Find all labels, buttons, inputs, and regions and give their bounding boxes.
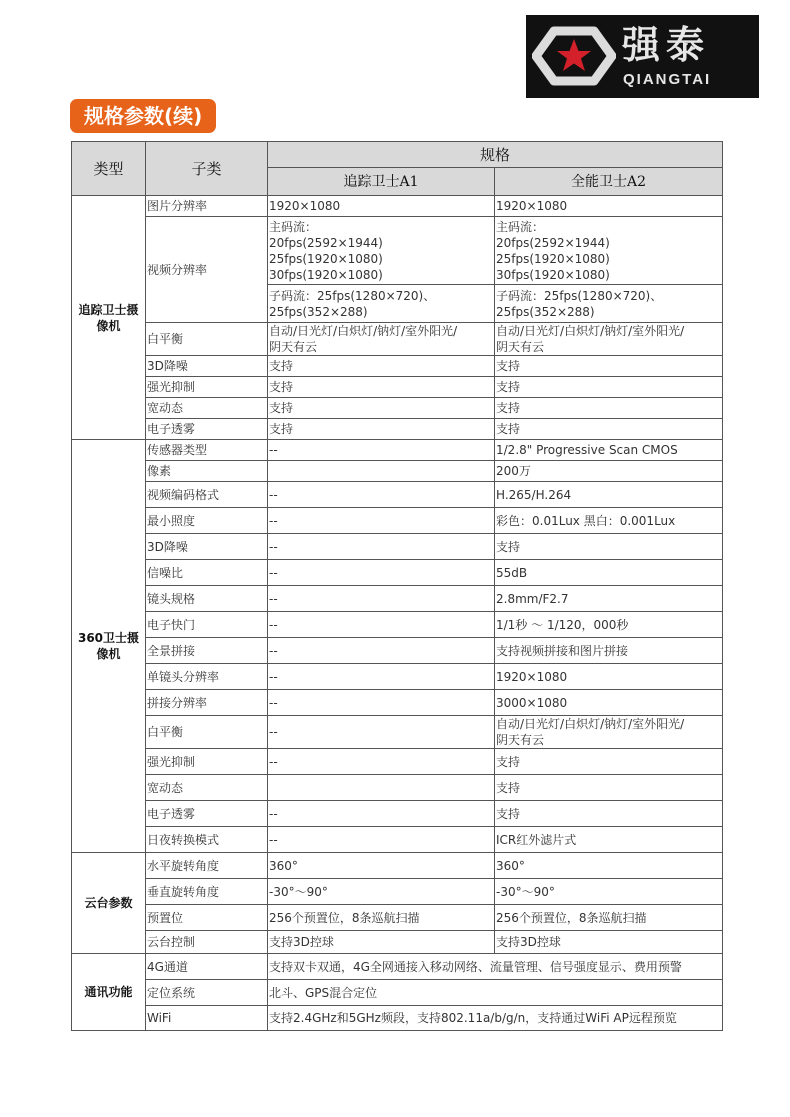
spec-value-a2: 支持视频拼接和图片拼接 xyxy=(495,638,723,664)
spec-table xyxy=(71,141,723,1031)
table-row xyxy=(72,954,723,980)
spec-value-a1: 256个预置位，8条巡航扫描 xyxy=(268,905,495,931)
subcategory-cell: 4G通道 xyxy=(146,954,268,980)
spec-value-a2: H.265/H.264 xyxy=(495,482,723,508)
table-row xyxy=(72,1006,723,1031)
spec-value-a1 xyxy=(268,461,495,482)
table-row xyxy=(72,482,723,508)
spec-value-a2: 自动/日光灯/白炽灯/钠灯/室外阳光/ 阴天有云 xyxy=(495,323,723,356)
subcategory-cell: 强光抑制 xyxy=(146,749,268,775)
spec-value-a2: ICR红外滤片式 xyxy=(495,827,723,853)
spec-value-a1 xyxy=(268,775,495,801)
spec-value-a2: 1/1秒 ～ 1/120，000秒 xyxy=(495,612,723,638)
spec-value-a1: -30°～90° xyxy=(268,879,495,905)
spec-value-a1: -- xyxy=(268,801,495,827)
spec-value-a1: 支持 xyxy=(268,419,495,440)
table-row xyxy=(72,879,723,905)
table-row xyxy=(72,638,723,664)
table-row xyxy=(72,775,723,801)
spec-value-a2: 子码流：25fps(1280×720)、 25fps(352×288) xyxy=(495,285,723,323)
header-subcategory: 子类 xyxy=(146,142,268,196)
category-cell: 云台参数 xyxy=(72,853,146,954)
subcategory-cell: 电子透雾 xyxy=(146,801,268,827)
subcategory-cell: 3D降噪 xyxy=(146,534,268,560)
subcategory-cell: 电子透雾 xyxy=(146,419,268,440)
spec-value-a1: 支持3D控球 xyxy=(268,931,495,954)
spec-value-a1: 360° xyxy=(268,853,495,879)
category-cell: 通讯功能 xyxy=(72,954,146,1031)
spec-value-a1: -- xyxy=(268,690,495,716)
spec-value-a1: 1920×1080 xyxy=(268,196,495,217)
table-row xyxy=(72,716,723,749)
subcategory-cell: 云台控制 xyxy=(146,931,268,954)
category-cell: 360卫士摄像机 xyxy=(72,440,146,853)
spec-value-a1: 主码流： 20fps(2592×1944) 25fps(1920×1080) 30fps(1920×1080) xyxy=(268,217,495,285)
table-row xyxy=(72,664,723,690)
subcategory-cell: 信噪比 xyxy=(146,560,268,586)
header-model-a2: 全能卫士A2 xyxy=(495,168,723,196)
subcategory-cell: 图片分辨率 xyxy=(146,196,268,217)
subcategory-cell: 传感器类型 xyxy=(146,440,268,461)
spec-value-shared: 支持2.4GHz和5GHz频段，支持802.11a/b/g/n，支持通过WiFi AP远程预览 xyxy=(268,1006,723,1031)
subcategory-cell: 拼接分辨率 xyxy=(146,690,268,716)
spec-value-a1: -- xyxy=(268,664,495,690)
table-row xyxy=(72,586,723,612)
spec-value-a2: 2.8mm/F2.7 xyxy=(495,586,723,612)
spec-value-shared: 支持双卡双通，4G全网通接入移动网络、流量管理、信号强度显示、费用预警 xyxy=(268,954,723,980)
spec-value-a2: 彩色：0.01Lux 黑白：0.001Lux xyxy=(495,508,723,534)
spec-value-a1: 支持 xyxy=(268,356,495,377)
spec-value-a2: 支持 xyxy=(495,534,723,560)
spec-value-a1: -- xyxy=(268,440,495,461)
subcategory-cell: 宽动态 xyxy=(146,775,268,801)
spec-value-a1: 自动/日光灯/白炽灯/钠灯/室外阳光/ 阴天有云 xyxy=(268,323,495,356)
subcategory-cell: 视频编码格式 xyxy=(146,482,268,508)
spec-value-a2: 3000×1080 xyxy=(495,690,723,716)
table-row xyxy=(72,853,723,879)
header-spec: 规格 xyxy=(268,142,723,168)
spec-value-a1: -- xyxy=(268,749,495,775)
spec-value-a1: -- xyxy=(268,612,495,638)
spec-value-a2: 256个预置位，8条巡航扫描 xyxy=(495,905,723,931)
spec-value-a2: 支持 xyxy=(495,398,723,419)
table-row xyxy=(72,461,723,482)
spec-value-a2: 支持 xyxy=(495,775,723,801)
spec-value-a1: -- xyxy=(268,586,495,612)
table-row xyxy=(72,508,723,534)
spec-value-a1: 支持 xyxy=(268,398,495,419)
table-row xyxy=(72,534,723,560)
subcategory-cell: 预置位 xyxy=(146,905,268,931)
table-row xyxy=(72,398,723,419)
subcategory-cell: 白平衡 xyxy=(146,323,268,356)
table-row xyxy=(72,905,723,931)
subcategory-cell: 全景拼接 xyxy=(146,638,268,664)
header-model-a1: 追踪卫士A1 xyxy=(268,168,495,196)
spec-value-a2: 支持 xyxy=(495,749,723,775)
subcategory-cell: 强光抑制 xyxy=(146,377,268,398)
spec-value-a2: 主码流： 20fps(2592×1944) 25fps(1920×1080) 30fps(1920×1080) xyxy=(495,217,723,285)
spec-value-a2: 360° xyxy=(495,853,723,879)
subcategory-cell: 宽动态 xyxy=(146,398,268,419)
table-row xyxy=(72,749,723,775)
spec-value-a2: 支持 xyxy=(495,419,723,440)
spec-value-a1: -- xyxy=(268,560,495,586)
spec-value-a2: 1920×1080 xyxy=(495,664,723,690)
subcategory-cell: 电子快门 xyxy=(146,612,268,638)
table-row xyxy=(72,801,723,827)
spec-value-a2: 支持 xyxy=(495,377,723,398)
logo-chinese-name: 强泰 xyxy=(622,23,711,67)
spec-value-a2: -30°～90° xyxy=(495,879,723,905)
table-row xyxy=(72,217,723,285)
spec-value-a2: 200万 xyxy=(495,461,723,482)
spec-value-a2: 1/2.8" Progressive Scan CMOS xyxy=(495,440,723,461)
spec-value-a1: -- xyxy=(268,716,495,749)
subcategory-cell: 单镜头分辨率 xyxy=(146,664,268,690)
spec-value-a1: -- xyxy=(268,534,495,560)
subcategory-cell: 白平衡 xyxy=(146,716,268,749)
table-row xyxy=(72,560,723,586)
table-row xyxy=(72,356,723,377)
company-logo xyxy=(526,15,759,98)
table-row xyxy=(72,419,723,440)
subcategory-cell: 镜头规格 xyxy=(146,586,268,612)
table-row xyxy=(72,980,723,1006)
spec-value-a1: 子码流：25fps(1280×720)、 25fps(352×288) xyxy=(268,285,495,323)
table-row xyxy=(72,196,723,217)
table-row xyxy=(72,690,723,716)
subcategory-cell: 垂直旋转角度 xyxy=(146,879,268,905)
subcategory-cell: 3D降噪 xyxy=(146,356,268,377)
subcategory-cell: 视频分辨率 xyxy=(146,217,268,323)
spec-value-a2: 55dB xyxy=(495,560,723,586)
spec-value-a2: 支持 xyxy=(495,356,723,377)
table-row xyxy=(72,377,723,398)
spec-value-a2: 自动/日光灯/白炽灯/钠灯/室外阳光/ 阴天有云 xyxy=(495,716,723,749)
logo-english-name: QIANGTAI xyxy=(623,71,712,88)
subcategory-cell: 定位系统 xyxy=(146,980,268,1006)
spec-value-a1: -- xyxy=(268,508,495,534)
spec-value-a2: 支持3D控球 xyxy=(495,931,723,954)
subcategory-cell: WiFi xyxy=(146,1006,268,1031)
spec-value-a1: 支持 xyxy=(268,377,495,398)
subcategory-cell: 像素 xyxy=(146,461,268,482)
section-title: 规格参数(续) xyxy=(70,99,216,133)
subcategory-cell: 日夜转换模式 xyxy=(146,827,268,853)
subcategory-cell: 最小照度 xyxy=(146,508,268,534)
spec-value-a1: -- xyxy=(268,827,495,853)
spec-value-a2: 支持 xyxy=(495,801,723,827)
table-row xyxy=(72,612,723,638)
table-row xyxy=(72,323,723,356)
spec-value-a2: 1920×1080 xyxy=(495,196,723,217)
table-row xyxy=(72,827,723,853)
subcategory-cell: 水平旋转角度 xyxy=(146,853,268,879)
category-cell: 追踪卫士摄像机 xyxy=(72,196,146,440)
star-emblem-icon xyxy=(532,23,616,89)
spec-value-shared: 北斗、GPS混合定位 xyxy=(268,980,723,1006)
spec-value-a1: -- xyxy=(268,638,495,664)
table-row xyxy=(72,440,723,461)
spec-value-a1: -- xyxy=(268,482,495,508)
header-type: 类型 xyxy=(72,142,146,196)
table-row xyxy=(72,931,723,954)
